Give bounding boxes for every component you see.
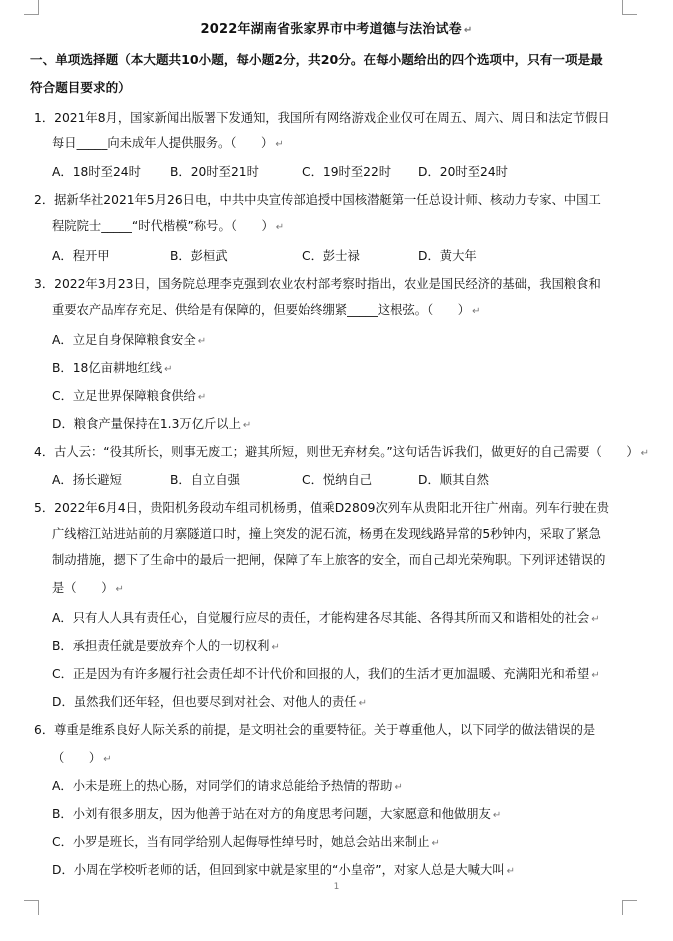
option-b: B．彭桓武	[170, 249, 228, 263]
question-3-option-d: D．粮食产量保持在1.3万亿斤以上 ↵	[52, 417, 252, 431]
paragraph-mark: ↵	[463, 25, 473, 36]
option-c: C．彭士禄	[302, 249, 360, 263]
question-5-option-a: A．只有人人具有责任心，自觉履行应尽的责任，才能构建各尽其能、各得其所而又和谐相处的社会 ↵	[52, 611, 600, 625]
page-number: 1	[333, 882, 340, 892]
question-6-option-a: A．小未是班上的热心肠，对同学们的请求总能给予热情的帮助 ↵	[52, 779, 403, 793]
question-5-line-3: 制动措施，摁下了生命中的最后一把闸，保障了车上旅客的安全，而自己却光荣殉职。下列评述错误的	[52, 553, 606, 567]
question-6-option-d: D．小周在学校听老师的话，但回到家中就是家里的“小皇帝”，对家人总是大喊大叫 ↵	[52, 863, 515, 877]
question-3-option-b: B．18亿亩耕地红线 ↵	[52, 361, 173, 375]
question-2-line-2: 程院院士_____“时代楷模”称号。（ ） ↵	[52, 219, 285, 233]
question-1-line-2: 每日_____向未成年人提供服务。（ ） ↵	[52, 136, 284, 150]
exam-title: 2022年湖南省张家界市中考道德与法治试卷 ↵	[200, 22, 473, 37]
section-heading-line-2: 符合题目要求的）	[30, 80, 131, 95]
option-c: C．悦纳自己	[302, 473, 373, 487]
question-6-option-c: C．小罗是班长，当有同学给别人起侮辱性绰号时，她总会站出来制止 ↵	[52, 835, 440, 849]
option-b: B．20时至21时	[170, 165, 259, 179]
section-heading-line-1: 一、单项选择题（本大题共10小题，每小题2分，共20分。在每小题给出的四个选项中，只有一项是最	[30, 52, 603, 67]
question-5-option-c: C．正是因为有许多履行社会责任却不计代价和回报的人，我们的生活才更加温暖、充满阳光和希望 ↵	[52, 667, 600, 681]
question-5-line-2: 广线榕江站进站前的月寨隧道口时，撞上突发的泥石流，杨勇在发现线路异常的5秒钟内，采取了紧急	[52, 527, 601, 541]
option-d: D．顺其自然	[418, 473, 489, 487]
option-d: D．黄大年	[418, 249, 477, 263]
crop-mark-bottom-left	[24, 900, 39, 915]
crop-mark-top-right	[622, 0, 637, 15]
question-5-line-4: 是（ ） ↵	[52, 581, 124, 595]
question-3-option-a: A．立足自身保障粮食安全 ↵	[52, 333, 207, 347]
question-6-option-b: B．小刘有很多朋友，因为他善于站在对方的角度思考问题，大家愿意和他做朋友 ↵	[52, 807, 502, 821]
question-3-line-2: 重要农产品库存充足、供给是有保障的，但要始终绷紧_____这根弦。（ ） ↵	[52, 303, 481, 317]
question-6-line-2: （ ） ↵	[52, 751, 112, 765]
question-5-option-b: B．承担责任就是要放弃个人的一切权利 ↵	[52, 639, 280, 653]
question-5-line-1: 5．2022年6月4日，贵阳机务段动车组司机杨勇，值乘D2809次列车从贵阳北开往广州南。列车行驶在贵	[34, 501, 610, 515]
option-c: C．19时至22时	[302, 165, 392, 179]
option-a: A．扬长避短	[52, 473, 122, 487]
question-1-line-1: 1．2021年8月，国家新闻出版署下发通知，我国所有网络游戏企业仅可在周五、周六、周日和法定节假日	[34, 111, 610, 125]
crop-mark-top-left	[24, 0, 39, 15]
option-a: A．18时至24时	[52, 165, 141, 179]
question-5-option-d: D．虽然我们还年轻，但也要尽到对社会、对他人的责任 ↵	[52, 695, 367, 709]
question-4-line-1: 4．古人云：“役其所长，则事无废工；避其所短，则世无弃材矣。”这句话告诉我们，做更好的自己需要（ ） ↵	[34, 445, 650, 459]
option-a: A．程开甲	[52, 249, 110, 263]
option-d: D．20时至24时	[418, 165, 508, 179]
question-6-line-1: 6．尊重是维系良好人际关系的前提，是文明社会的重要特征。关于尊重他人，以下同学的做法错误的是	[34, 723, 596, 737]
question-2-line-1: 2．据新华社2021年5月26日电，中共中央宣传部追授中国核潜艇第一任总设计师、核动力专家、中国工	[34, 193, 601, 207]
question-3-line-1: 3．2022年3月23日，国务院总理李克强到农业农村部考察时指出，农业是国民经济的基础，我国粮食和	[34, 277, 601, 291]
option-b: B．自立自强	[170, 473, 240, 487]
question-3-option-c: C．立足世界保障粮食供给 ↵	[52, 389, 207, 403]
crop-mark-bottom-right	[622, 900, 637, 915]
